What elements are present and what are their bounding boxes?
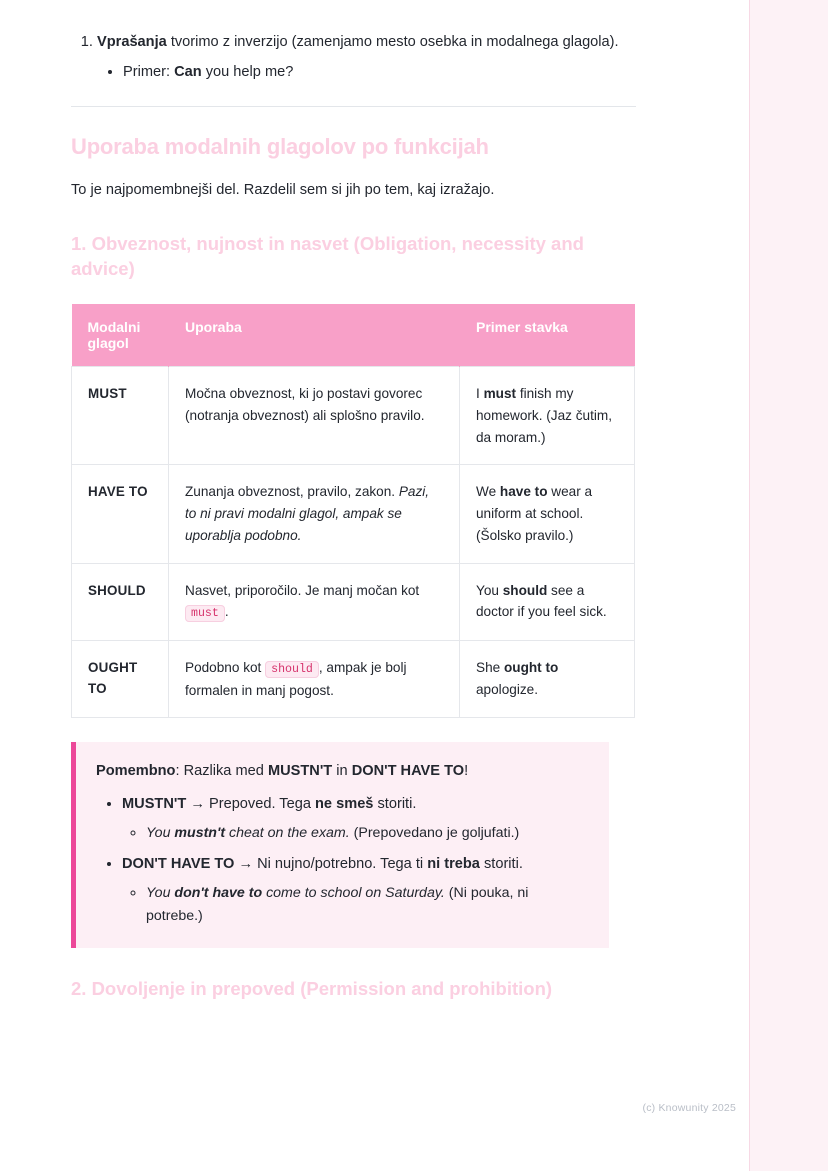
page-title: Uporaba modalnih glagolov po funkcijah: [71, 134, 489, 160]
example-bold: ought to: [503, 660, 559, 675]
table-cell-modal: HAVE TO: [72, 465, 169, 563]
important-callout: [71, 742, 609, 947]
usage-text-post: , ampak je bolj formalen in manj pogost.: [185, 660, 407, 698]
list-item: [97, 30, 636, 84]
carry-over-list: [71, 30, 636, 84]
list-item: [122, 793, 587, 845]
table-cell-usage: [169, 563, 460, 640]
section-divider: [71, 106, 636, 107]
subsection-heading-1: 1. Obveznost, nujnost in nasvet (Obligation, necessity and advice): [71, 233, 584, 280]
callout-sublist: [122, 822, 587, 845]
table-cell-usage: [169, 367, 460, 465]
carry-over-sublist: [97, 61, 636, 84]
right-page-gutter: [749, 0, 828, 1171]
example-pre: You: [476, 582, 503, 598]
callout-intro-bold: Pomembno: [96, 763, 176, 780]
footer-credit: (c) Knowunity 2025: [642, 1102, 736, 1114]
usage-text-post: .: [224, 604, 229, 620]
example-pre: I: [476, 386, 484, 402]
usage-text: Podobno kot: [185, 660, 266, 675]
callout-example-post: cheat on the exam.: [225, 825, 350, 842]
table-cell-modal: SHOULD: [72, 563, 169, 640]
table-header-usage: Uporaba: [169, 304, 460, 367]
callout-example-bold: don't have to: [174, 885, 263, 902]
table-cell-example: [460, 641, 635, 718]
table-cell-example: [460, 367, 635, 465]
example-pre: We: [476, 484, 500, 500]
table-cell-example: [460, 465, 635, 563]
callout-example-translation: (Ni pouka, ni potrebe.): [146, 885, 529, 925]
table-cell-modal: OUGHT TO: [72, 641, 169, 718]
callout-intro-end: !: [464, 763, 469, 780]
callout-item-text-post: storiti.: [373, 795, 417, 812]
example-bold: have to: [499, 484, 548, 500]
list-item: [146, 882, 587, 927]
list-item-strong: Vprašanja: [97, 34, 167, 50]
document-content: [71, 30, 636, 1000]
list-item: [122, 853, 587, 928]
table-cell-usage: [169, 641, 460, 718]
example-post: apologize.: [476, 681, 538, 697]
callout-list: [96, 793, 587, 928]
callout-example-pre: You: [146, 825, 175, 842]
list-item: [146, 822, 587, 845]
callout-item-emphasis: ni treba: [427, 855, 480, 872]
callout-item-text: → Ni nujno/potrebno. Tega ti: [234, 855, 428, 872]
list-item-text: tvorimo z inverzijo (zamenjamo mesto osebka in modalnega glagola).: [166, 34, 619, 50]
callout-term-2: DON'T HAVE TO: [351, 763, 465, 780]
list-item: [123, 61, 636, 84]
section-lead-text: To je najpomembnejši del. Razdelil sem si jih po tem, kaj izražajo.: [71, 181, 495, 198]
example-post: wear a uniform at school. (Šolsko pravilo.): [476, 484, 593, 543]
callout-item-text: → Prepoved. Tega: [186, 795, 316, 812]
callout-intro-mid: : Razlika med: [175, 763, 268, 780]
callout-sublist: [122, 882, 587, 927]
table-header-row: [72, 304, 635, 367]
usage-text: Nasvet, priporočilo. Je manj močan kot: [185, 582, 420, 598]
inline-code: must: [185, 605, 225, 622]
callout-intro: [96, 760, 587, 783]
example-post: see a doctor if you feel sick.: [476, 582, 607, 620]
callout-item-emphasis: ne smeš: [315, 795, 374, 812]
example-post: finish my homework. (Jaz čutim, da moram.): [476, 386, 612, 445]
inline-code: should: [265, 661, 319, 678]
example-bold: should: [502, 582, 548, 598]
table-row: [72, 641, 635, 718]
table-row: [72, 465, 635, 563]
callout-item-term: MUSTN'T: [122, 795, 187, 812]
modal-verbs-table: [71, 304, 635, 718]
callout-item-term: DON'T HAVE TO: [122, 855, 235, 872]
callout-example-post: come to school on Saturday.: [262, 885, 445, 902]
example-bold: must: [483, 386, 517, 402]
table-row: [72, 563, 635, 640]
sub-item-strong: Can: [174, 64, 202, 81]
callout-intro-mid2: in: [332, 763, 352, 780]
callout-example-bold: mustn't: [174, 825, 226, 842]
callout-example-pre: You: [146, 885, 175, 902]
table-cell-example: [460, 563, 635, 640]
table-row: [72, 367, 635, 465]
table-header-modal: Modalni glagol: [72, 304, 169, 367]
example-pre: She: [476, 660, 504, 675]
usage-note-italic: Pazi, to ni pravi modalni glagol, ampak se uporablja podobno.: [185, 484, 430, 543]
table-header-example: Primer stavka: [460, 304, 635, 367]
usage-text: Zunanja obveznost, pravilo, zakon.: [185, 484, 399, 500]
subsection-heading-2: 2. Dovoljenje in prepoved (Permission and prohibition): [71, 977, 553, 999]
callout-example-translation: (Prepovedano je goljufati.): [349, 825, 520, 842]
table-cell-usage: [169, 465, 460, 563]
callout-term-1: MUSTN'T: [267, 763, 333, 780]
table-cell-modal: MUST: [72, 367, 169, 465]
sub-item-text: you help me?: [201, 64, 294, 81]
sub-item-prefix: Primer:: [123, 64, 175, 81]
usage-text: Močna obveznost, ki jo postavi govorec (notranja obveznost) ali splošno pravilo.: [185, 386, 425, 423]
callout-item-text-post: storiti.: [479, 855, 523, 872]
